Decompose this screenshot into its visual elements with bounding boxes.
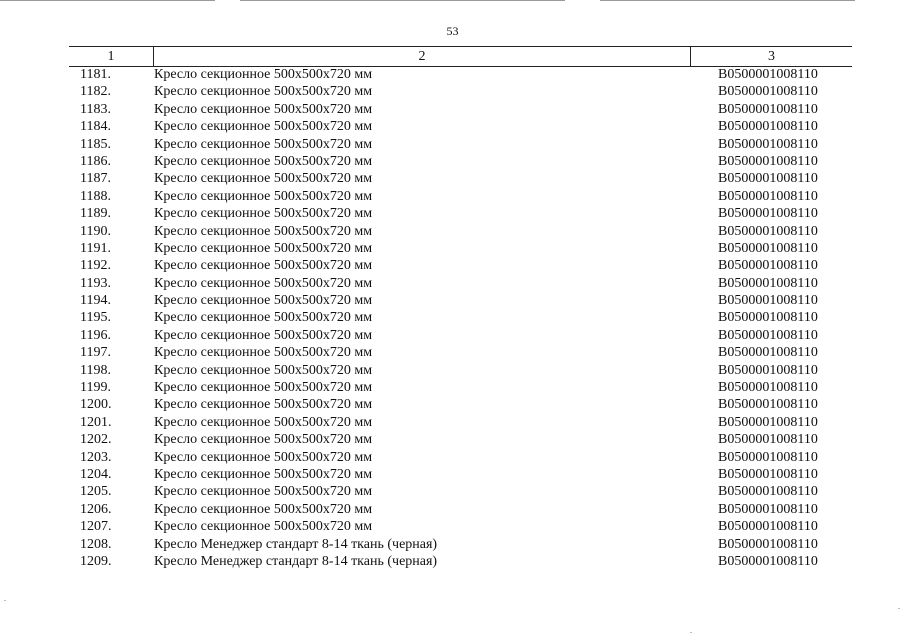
- table-row: [0, 188, 905, 205]
- table-row: [0, 536, 905, 553]
- row-code: В0500001008110: [718, 553, 818, 569]
- row-number: 1181.: [80, 67, 111, 82]
- row-name: Кресло секционное 500х500х720 мм: [154, 397, 373, 413]
- table-row: [0, 66, 905, 83]
- table-row: [0, 344, 905, 361]
- row-name: Кресло секционное 500х500х720 мм: [154, 345, 373, 361]
- row-name: Кресло секционное 500х500х720 мм: [154, 206, 373, 222]
- row-name: Кресло секционное 500х500х720 мм: [154, 519, 373, 535]
- row-number: 1208.: [80, 536, 112, 552]
- row-name: Кресло секционное 500х500х720 мм: [154, 84, 373, 100]
- row-code: В0500001008110: [718, 188, 818, 204]
- table-row: [0, 240, 905, 257]
- row-code: В0500001008110: [718, 153, 818, 169]
- row-name: Кресло секционное 500х500х720 мм: [154, 119, 373, 135]
- row-code: В0500001008110: [718, 171, 818, 187]
- row-name: Кресло секционное 500х500х720 мм: [154, 380, 373, 396]
- row-number: 1209.: [80, 553, 112, 569]
- table-row: [0, 501, 905, 518]
- table-row: [0, 309, 905, 326]
- row-number: 1187.: [80, 171, 111, 187]
- table-row: [0, 483, 905, 500]
- row-code: В0500001008110: [718, 449, 818, 465]
- row-code: В0500001008110: [718, 293, 818, 309]
- table-row: [0, 466, 905, 483]
- row-number: 1204.: [80, 466, 112, 482]
- row-name: Кресло секционное 500х500х720 мм: [154, 153, 373, 169]
- table-row: [0, 449, 905, 466]
- row-name: Кресло секционное 500х500х720 мм: [154, 240, 373, 256]
- row-number: 1206.: [80, 501, 112, 517]
- row-number: 1207.: [80, 519, 112, 535]
- table-row: [0, 292, 905, 309]
- row-name: Кресло секционное 500х500х720 мм: [154, 432, 373, 448]
- row-number: 1191.: [80, 240, 111, 256]
- header-col-3: 3: [768, 49, 775, 64]
- row-number: 1203.: [80, 449, 112, 465]
- row-name: Кресло секционное 500х500х720 мм: [154, 414, 373, 430]
- row-name: Кресло секционное 500х500х720 мм: [154, 171, 373, 187]
- row-name: Кресло секционное 500х500х720 мм: [154, 101, 373, 117]
- row-name: Кресло секционное 500х500х720 мм: [154, 484, 373, 500]
- row-code: В0500001008110: [718, 275, 818, 291]
- row-code: В0500001008110: [718, 223, 818, 239]
- row-code: В0500001008110: [718, 136, 818, 152]
- row-name: Кресло секционное 500х500х720 мм: [154, 67, 373, 82]
- table-row: [0, 553, 905, 570]
- scan-edge: [240, 0, 565, 1]
- row-code: В0500001008110: [718, 362, 818, 378]
- row-number: 1184.: [80, 119, 111, 135]
- header-col-1: 1: [107, 49, 115, 64]
- row-name: Кресло секционное 500х500х720 мм: [154, 327, 373, 343]
- table-body: [0, 66, 905, 570]
- scan-edge: [0, 0, 215, 1]
- row-name: Кресло секционное 500х500х720 мм: [154, 466, 373, 482]
- table-row: [0, 379, 905, 396]
- table-row: [0, 170, 905, 187]
- row-name: Кресло секционное 500х500х720 мм: [154, 449, 373, 465]
- row-name: Кресло секционное 500х500х720 мм: [154, 188, 373, 204]
- row-code: В0500001008110: [718, 484, 818, 500]
- table-row: [0, 518, 905, 535]
- row-name: Кресло Менеджер стандарт 8-14 ткань (черная): [154, 553, 438, 569]
- row-number: 1198.: [80, 362, 111, 378]
- table-header: [69, 47, 852, 66]
- row-number: 1190.: [80, 223, 111, 239]
- table-row: [0, 362, 905, 379]
- row-code: В0500001008110: [718, 397, 818, 413]
- page-number: 53: [446, 24, 459, 38]
- row-code: В0500001008110: [718, 380, 818, 396]
- row-name: Кресло секционное 500х500х720 мм: [154, 501, 373, 517]
- row-number: 1189.: [80, 206, 111, 222]
- row-code: В0500001008110: [718, 310, 818, 326]
- row-code: В0500001008110: [718, 101, 818, 117]
- table-row: [0, 257, 905, 274]
- row-code: В0500001008110: [718, 501, 818, 517]
- row-number: 1182.: [80, 84, 111, 100]
- row-number: 1201.: [80, 414, 112, 430]
- table-row: [0, 101, 905, 118]
- scan-speck: [898, 608, 900, 609]
- row-number: 1195.: [80, 310, 111, 326]
- row-name: Кресло секционное 500х500х720 мм: [154, 136, 373, 152]
- row-number: 1199.: [80, 380, 111, 396]
- row-number: 1205.: [80, 484, 112, 500]
- scan-speck: [4, 600, 6, 601]
- table-row: [0, 118, 905, 135]
- row-number: 1193.: [80, 275, 111, 291]
- row-name: Кресло секционное 500х500х720 мм: [154, 293, 373, 309]
- row-code: В0500001008110: [718, 84, 818, 100]
- row-code: В0500001008110: [718, 466, 818, 482]
- row-number: 1192.: [80, 258, 111, 274]
- table-row: [0, 414, 905, 431]
- scan-speck: [690, 632, 692, 633]
- row-code: В0500001008110: [718, 240, 818, 256]
- row-number: 1202.: [80, 432, 112, 448]
- row-name: Кресло секционное 500х500х720 мм: [154, 310, 373, 326]
- row-name: Кресло Менеджер стандарт 8-14 ткань (черная): [154, 536, 438, 552]
- row-code: В0500001008110: [718, 432, 818, 448]
- table-row: [0, 327, 905, 344]
- row-number: 1200.: [80, 397, 112, 413]
- row-name: Кресло секционное 500х500х720 мм: [154, 275, 373, 291]
- table-row: [0, 205, 905, 222]
- header-col-2: 2: [418, 49, 426, 64]
- row-code: В0500001008110: [718, 67, 818, 82]
- table-row: [0, 223, 905, 240]
- row-number: 1186.: [80, 153, 111, 169]
- row-code: В0500001008110: [718, 258, 818, 274]
- row-number: 1194.: [80, 293, 111, 309]
- row-code: В0500001008110: [718, 206, 818, 222]
- row-code: В0500001008110: [718, 119, 818, 135]
- scan-edge: [600, 0, 855, 1]
- table-row: [0, 83, 905, 100]
- table-row: [0, 431, 905, 448]
- row-code: В0500001008110: [718, 327, 818, 343]
- row-code: В0500001008110: [718, 345, 818, 361]
- row-name: Кресло секционное 500х500х720 мм: [154, 223, 373, 239]
- row-number: 1196.: [80, 327, 111, 343]
- table-row: [0, 275, 905, 292]
- row-name: Кресло секционное 500х500х720 мм: [154, 362, 373, 378]
- row-name: Кресло секционное 500х500х720 мм: [154, 258, 373, 274]
- table-row: [0, 136, 905, 153]
- table-row: [0, 153, 905, 170]
- row-code: В0500001008110: [718, 519, 818, 535]
- row-number: 1197.: [80, 345, 111, 361]
- row-number: 1183.: [80, 101, 111, 117]
- row-code: В0500001008110: [718, 414, 818, 430]
- row-number: 1188.: [80, 188, 111, 204]
- table-row: [0, 396, 905, 413]
- row-number: 1185.: [80, 136, 111, 152]
- row-code: В0500001008110: [718, 536, 818, 552]
